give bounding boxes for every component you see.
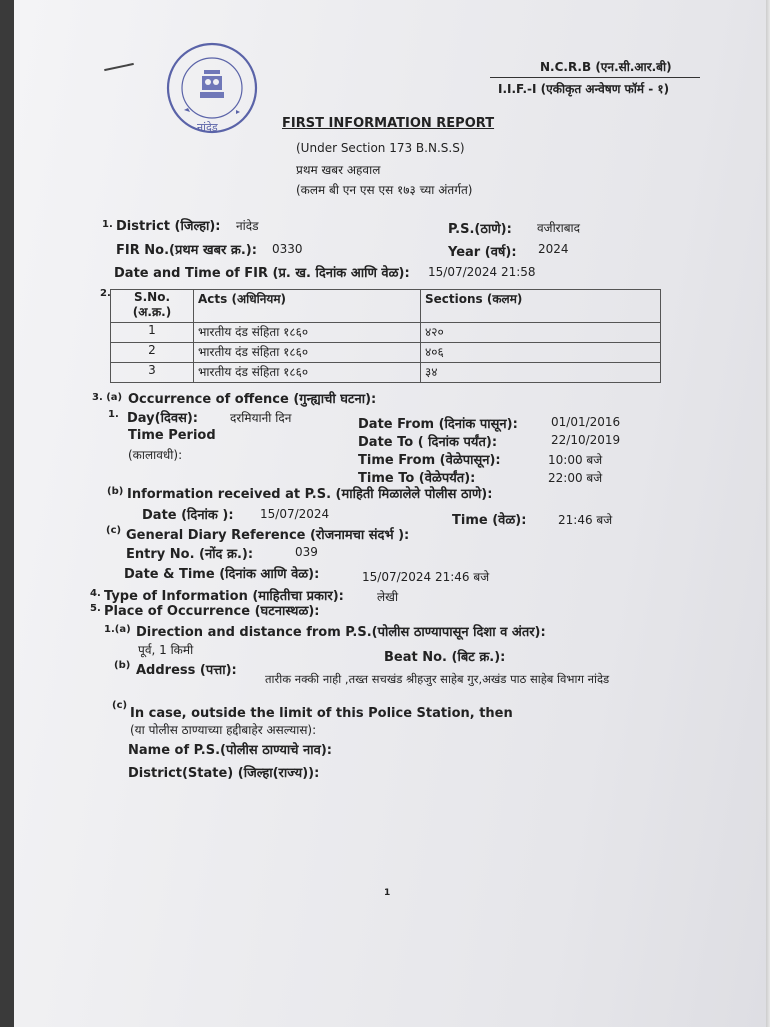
report-title: FIRST INFORMATION REPORT <box>282 116 495 131</box>
page-number: 1 <box>384 888 391 898</box>
table-row <box>111 363 661 383</box>
outside-number: (c) <box>112 700 128 711</box>
time-from-label: Time From (वेळेपासून): <box>358 453 501 468</box>
section-5-number: 5. <box>90 603 101 614</box>
district-label: District (जिल्हा): <box>116 219 221 234</box>
info-type-label: Type of Information (माहितीचा प्रकार): <box>104 589 344 604</box>
report-subtitle-3: (कलम बी एन एस एस १७३ च्या अंतर्गत) <box>296 183 473 197</box>
direction-label: Direction and distance from P.S.(पोलीस ठाण्यापासून दिशा व अंतर): <box>136 625 546 640</box>
time-to-value: 22:00 बजे <box>548 471 603 485</box>
year-label: Year (वर्ष): <box>448 245 517 260</box>
info-received-number: (b) <box>107 486 124 497</box>
entry-no-label: Entry No. (नोंद क्र.): <box>126 547 254 562</box>
section-cell: ३४ <box>421 363 661 383</box>
iif-label: I.I.F.-I (एकीकृत अन्वेषण फॉर्म - १) <box>498 82 670 96</box>
gd-number: (c) <box>106 525 122 536</box>
ps-label: P.S.(ठाणे): <box>448 222 512 237</box>
sno-header-mr: (अ.क्र.) <box>132 305 172 319</box>
sections-header: Sections (कलम) <box>421 290 661 323</box>
address-value: तारीक नक्की नाही ,तख्त सचखंड श्रीहजुर साहेब गुर,अखंड पाठ साहेब विभाग नांदेड <box>265 672 610 686</box>
time-from-value: 10:00 बजे <box>548 453 603 467</box>
act-cell: भारतीय दंड संहिता १८६० <box>194 323 421 343</box>
act-cell: भारतीय दंड संहिता १८६० <box>194 363 421 383</box>
report-subtitle-2: प्रथम खबर अहवाल <box>296 163 381 177</box>
day-number: 1. <box>108 409 119 420</box>
section-cell: ४०६ <box>421 343 661 363</box>
sno-header <box>111 290 194 323</box>
sno-cell: 3 <box>111 363 194 383</box>
fir-no-label: FIR No.(प्रथम खबर क्र.): <box>116 243 257 258</box>
address-label: Address (पत्ता): <box>136 663 237 678</box>
info-date-value: 15/07/2024 <box>260 507 330 521</box>
outside-limit-label: In case, outside the limit of this Police Station, then <box>130 706 513 721</box>
table-header-row <box>111 290 661 323</box>
section-4-number: 4. <box>90 588 101 599</box>
time-period-mr: (कालावधी): <box>128 448 183 462</box>
sno-cell: 2 <box>111 343 194 363</box>
time-period-label: Time Period <box>128 428 216 443</box>
fir-no-value: 0330 <box>272 242 303 256</box>
day-value: दरमियानी दिन <box>230 411 292 425</box>
direction-number: 1.(a) <box>104 624 131 635</box>
header-rule <box>490 77 700 78</box>
entry-no-value: 039 <box>295 545 318 559</box>
district-value: नांदेड <box>236 219 259 233</box>
outside-limit-mr: (या पोलीस ठाण्याच्या हद्दीबाहेर असल्यास): <box>130 723 317 737</box>
sno-cell: 1 <box>111 323 194 343</box>
info-received-label: Information received at P.S. (माहिती मिळालेले पोलीस ठाणे): <box>127 487 493 502</box>
address-number: (b) <box>114 660 131 671</box>
occurrence-heading: Occurrence of offence (गुन्ह्याची घटना): <box>128 392 377 407</box>
place-of-occurrence-label: Place of Occurrence (घटनास्थळ): <box>104 604 320 619</box>
info-date-label: Date (दिनांक ): <box>142 508 234 523</box>
table-row <box>111 343 661 363</box>
day-label: Day(दिवस): <box>127 411 199 426</box>
date-to-label: Date To ( दिनांक पर्यंत): <box>358 435 498 450</box>
fir-datetime-label: Date and Time of FIR (प्र. ख. दिनांक आणि वेळ): <box>114 266 410 281</box>
beat-no-label: Beat No. (बिट क्र.): <box>384 650 506 665</box>
section-1-number: 1. <box>102 219 113 230</box>
info-time-value: 21:46 बजे <box>558 513 613 527</box>
gd-datetime-label: Date & Time (दिनांक आणि वेळ): <box>124 567 320 582</box>
date-from-value: 01/01/2016 <box>551 415 621 429</box>
ncrb-label: N.C.R.B (एन.सी.आर.बी) <box>540 60 672 74</box>
section-cell: ४२० <box>421 323 661 343</box>
ps-value: वजीराबाद <box>537 221 581 235</box>
seal-bottom-text: नांदेड <box>197 121 218 134</box>
info-time-label: Time (वेळ): <box>452 513 527 528</box>
date-from-label: Date From (दिनांक पासून): <box>358 417 518 432</box>
gd-reference-label: General Diary Reference (रोजनामचा संदर्भ ): <box>126 528 410 543</box>
direction-value: पूर्व, 1 किमी <box>138 643 194 657</box>
year-value: 2024 <box>538 242 569 256</box>
acts-header: Acts (अधिनियम) <box>194 290 421 323</box>
district-state-label: District(State) (जिल्हा(राज्य)): <box>128 766 320 781</box>
info-type-value: लेखी <box>377 590 399 604</box>
sno-header-en: S.No. <box>133 290 171 304</box>
acts-sections-table <box>110 289 661 383</box>
ps-name-label: Name of P.S.(पोलीस ठाण्याचे नाव): <box>128 743 332 758</box>
time-to-label: Time To (वेळेपर्यंत): <box>358 471 476 486</box>
table-row <box>111 323 661 343</box>
section-3-number: 3. (a) <box>92 392 123 403</box>
report-subtitle-1: (Under Section 173 B.N.S.S) <box>296 141 465 155</box>
section-2-number: 2. <box>100 288 111 299</box>
gd-datetime-value: 15/07/2024 21:46 बजे <box>362 570 490 584</box>
date-to-value: 22/10/2019 <box>551 433 621 447</box>
fir-datetime-value: 15/07/2024 21:58 <box>428 265 536 279</box>
act-cell: भारतीय दंड संहिता १८६० <box>194 343 421 363</box>
